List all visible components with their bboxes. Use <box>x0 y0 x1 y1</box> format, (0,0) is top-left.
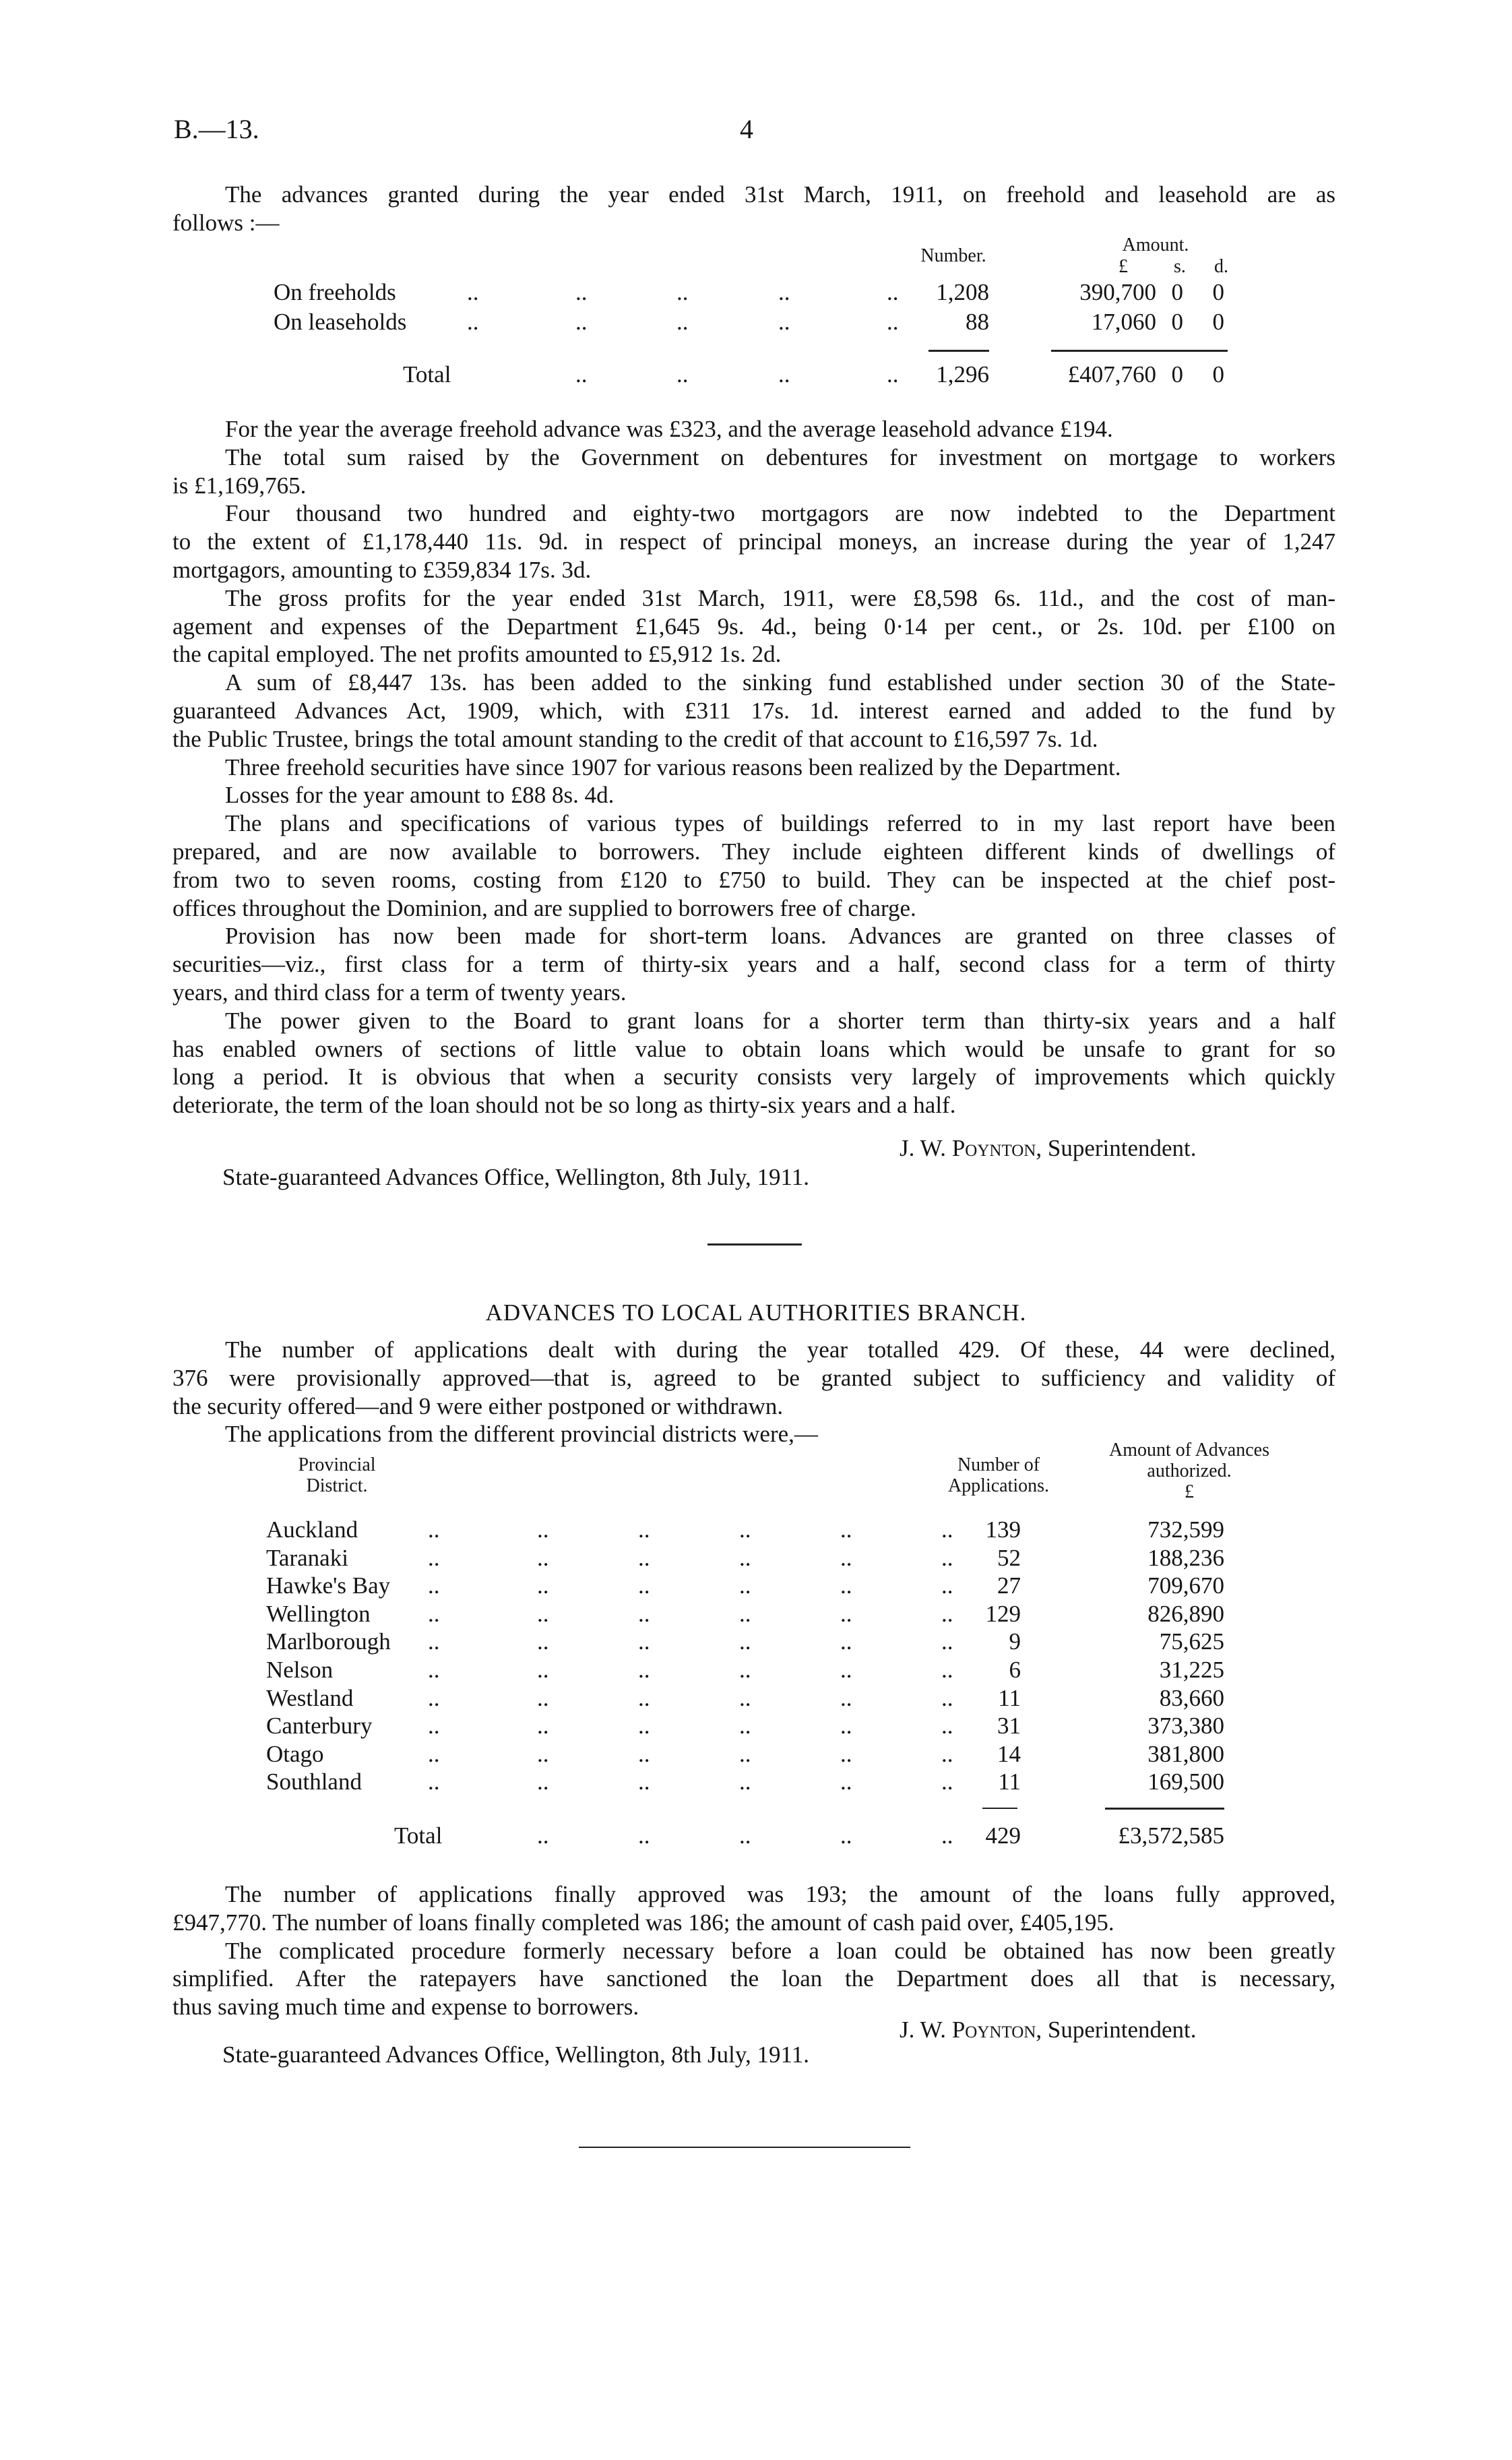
paragraph <box>172 443 1335 500</box>
district-name: Otago <box>266 1740 324 1767</box>
subtotal-rule <box>928 350 989 352</box>
leader-dots: .. <box>941 1600 953 1627</box>
leader-dots: .. <box>739 1657 751 1683</box>
paragraph <box>172 669 1335 753</box>
applications-cell: 31 <box>997 1713 1021 1740</box>
paragraph <box>172 499 1335 584</box>
leader-dots: .. <box>428 1544 440 1571</box>
district-header-line: Provincial <box>298 1454 376 1475</box>
paragraph-line: from two to seven rooms, costing from £120 to £750 to build. They can be inspected at the chief post- <box>172 866 1335 893</box>
leader-dots: .. <box>428 1600 440 1627</box>
signature-title: , Superintendent. <box>1036 1135 1197 1161</box>
section2-intro <box>172 1336 1335 1448</box>
leader-dots: .. <box>941 1713 953 1740</box>
amount-header-line: authorized. <box>1147 1460 1232 1481</box>
leader-dots: .. <box>638 1516 650 1543</box>
amount-cell: 83,660 <box>1159 1684 1224 1711</box>
leader-dots: .. <box>941 1822 953 1849</box>
office-dateline: State-guaranteed Advances Office, Wellington, 8th July, 1911. <box>222 1164 810 1190</box>
district-header-line: District. <box>306 1475 368 1496</box>
leader-dots: .. <box>638 1740 650 1767</box>
row-label: Total <box>394 1822 443 1849</box>
leader-dots: .. <box>739 1740 751 1767</box>
paragraph-line: Four thousand two hundred and eighty-two mortgagors are now indebted to the Department <box>225 500 1335 527</box>
leader-dots: .. <box>537 1713 549 1740</box>
section2-body <box>172 1880 1335 2021</box>
section1-body <box>172 415 1335 1119</box>
amount-cell: 188,236 <box>1147 1544 1224 1571</box>
leader-dots: .. <box>537 1516 549 1543</box>
leader-dots: .. <box>941 1657 953 1683</box>
report-reference: B.—13. <box>174 114 259 144</box>
shillings-cell: 0 <box>1171 279 1183 305</box>
district-name: Westland <box>266 1684 354 1711</box>
paragraph-line: The number of applications finally approved was 193; the amount of the loans fully approved, <box>225 1881 1335 1907</box>
leader-dots: .. <box>887 309 899 335</box>
pence-cell: 0 <box>1212 309 1224 335</box>
leader-dots: .. <box>537 1544 549 1571</box>
leader-dots: .. <box>840 1572 852 1599</box>
leader-dots: .. <box>537 1657 549 1683</box>
paragraph-line: is £1,169,765. <box>172 472 307 499</box>
district-name: Auckland <box>266 1516 358 1543</box>
signature-title: , Superintendent. <box>1036 2017 1197 2043</box>
paragraph-line: simplified. After the ratepayers have sanctioned the loan the Department does all that is necessary, <box>172 1965 1335 1992</box>
paragraph-line: Losses for the year amount to £88 8s. 4d. <box>225 782 615 809</box>
paragraph <box>172 809 1335 922</box>
paragraph-line: years, and third class for a term of twenty years. <box>172 979 627 1006</box>
district-header <box>270 1454 404 1496</box>
applications-cell: 6 <box>1009 1657 1021 1683</box>
paragraph <box>172 1007 1335 1119</box>
paragraph-line: thus saving much time and expense to borrowers. <box>172 1994 639 2021</box>
leader-dots: .. <box>739 1600 751 1627</box>
paragraph-line: The gross profits for the year ended 31st March, 1911, were £8,598 6s. 11d., and the cost of man- <box>225 584 1335 611</box>
amount-cell: 75,625 <box>1159 1628 1224 1655</box>
amount-cell: 381,800 <box>1147 1740 1224 1767</box>
section-divider <box>707 1243 802 1246</box>
pence-header: d. <box>1214 256 1228 277</box>
leader-dots: .. <box>778 309 790 335</box>
paragraph-line: securities—viz., first class for a term of thirty-six years and a half, second class for a term of thirty <box>172 951 1335 978</box>
amount-cell: 169,500 <box>1147 1769 1224 1795</box>
paragraph <box>172 1937 1335 2021</box>
paragraph-line: prepared, and are now available to borrowers. They include eighteen different kinds of dwellings of <box>172 838 1335 865</box>
applications-cell: 27 <box>997 1572 1021 1599</box>
leader-dots: .. <box>739 1572 751 1599</box>
leader-dots: .. <box>739 1713 751 1740</box>
leader-dots: .. <box>941 1684 953 1711</box>
pounds-header: £ <box>1119 256 1128 277</box>
leader-dots: .. <box>778 279 790 305</box>
paragraph-line: The advances granted during the year ended 31st March, 1911, on freehold and leasehold are as <box>225 181 1335 208</box>
page-number: 4 <box>740 114 753 144</box>
paragraph-line: long a period. It is obvious that when a security consists very largely of improvements which quickly <box>172 1064 1335 1090</box>
leader-dots: .. <box>638 1657 650 1683</box>
paragraph <box>172 1880 1335 1937</box>
leader-dots: .. <box>739 1544 751 1571</box>
amount-header: Amount. <box>1122 235 1189 255</box>
applications-cell: 129 <box>985 1600 1021 1627</box>
number-cell: 88 <box>966 309 989 335</box>
pounds-cell: 390,700 <box>1079 279 1156 305</box>
leader-dots: .. <box>638 1769 650 1795</box>
pence-cell: 0 <box>1212 361 1224 388</box>
leader-dots: .. <box>840 1713 852 1740</box>
number-header: Number. <box>920 245 986 266</box>
office-dateline: State-guaranteed Advances Office, Wellington, 8th July, 1911. <box>222 2041 810 2068</box>
leader-dots: .. <box>638 1544 650 1571</box>
leader-dots: .. <box>840 1628 852 1655</box>
subtotal-rule <box>1051 350 1228 352</box>
paragraph <box>172 754 1335 782</box>
leader-dots: .. <box>537 1684 549 1711</box>
paragraph-line: For the year the average freehold advance was £323, and the average leasehold advance £194. <box>225 416 1113 442</box>
leader-dots: .. <box>840 1516 852 1543</box>
leader-dots: .. <box>537 1769 549 1795</box>
leader-dots: .. <box>840 1544 852 1571</box>
leader-dots: .. <box>537 1600 549 1627</box>
row-label: Total <box>403 361 451 388</box>
shillings-cell: 0 <box>1171 361 1183 388</box>
leader-dots: .. <box>941 1740 953 1767</box>
leader-dots: .. <box>638 1628 650 1655</box>
subtotal-rule <box>982 1808 1017 1809</box>
district-name: Taranaki <box>266 1544 348 1571</box>
paragraph <box>172 415 1335 443</box>
leader-dots: .. <box>941 1572 953 1599</box>
paragraph-line: Three freehold securities have since 1907 for various reasons been realized by the Department. <box>225 754 1121 780</box>
leader-dots: .. <box>537 1572 549 1599</box>
pence-cell: 0 <box>1212 279 1224 305</box>
leader-dots: .. <box>887 279 899 305</box>
paragraph-line: Provision has now been made for short-term loans. Advances are granted on three classes of <box>225 923 1335 950</box>
amount-cell: 826,890 <box>1147 1600 1224 1627</box>
leader-dots: .. <box>428 1684 440 1711</box>
leader-dots: .. <box>638 1822 650 1849</box>
paragraph-line: deteriorate, the term of the loan should not be so long as thirty-six years and a half. <box>172 1092 956 1119</box>
signature <box>900 2017 1197 2043</box>
leader-dots: .. <box>428 1572 440 1599</box>
signature-name: Poynton <box>951 1135 1036 1161</box>
paragraph-line: follows :— <box>172 209 280 236</box>
leader-dots: .. <box>840 1769 852 1795</box>
amount-cell: £3,572,585 <box>1118 1822 1224 1849</box>
applications-cell: 429 <box>985 1822 1021 1849</box>
section1-intro <box>172 181 1335 237</box>
paragraph <box>172 1336 1335 1420</box>
paragraph-line: A sum of £8,447 13s. has been added to the sinking fund established under section 30 of the State- <box>225 669 1335 696</box>
leader-dots: .. <box>840 1600 852 1627</box>
amount-header-line: Amount of Advances <box>1109 1440 1269 1460</box>
leader-dots: .. <box>676 279 689 305</box>
paragraph-line: The plans and specifications of various types of buildings referred to in my last report have been <box>225 810 1335 837</box>
leader-dots: .. <box>638 1572 650 1599</box>
applications-cell: 139 <box>985 1516 1021 1543</box>
leader-dots: .. <box>537 1740 549 1767</box>
leader-dots: .. <box>840 1657 852 1683</box>
leader-dots: .. <box>428 1740 440 1767</box>
district-name: Marlborough <box>266 1628 391 1655</box>
amount-cell: 373,380 <box>1147 1713 1224 1740</box>
signature-initials: J. W. <box>900 2017 947 2043</box>
paragraph-line: The number of applications dealt with during the year totalled 429. Of these, 44 were declined, <box>225 1336 1335 1363</box>
district-name: Southland <box>266 1769 362 1795</box>
paragraph-line: the security offered—and 9 were either postponed or withdrawn. <box>172 1392 784 1419</box>
pounds-cell: £407,760 <box>1067 361 1156 388</box>
leader-dots: .. <box>739 1769 751 1795</box>
leader-dots: .. <box>739 1516 751 1543</box>
district-name: Nelson <box>266 1657 334 1683</box>
leader-dots: .. <box>941 1628 953 1655</box>
applications-header-line: Applications. <box>947 1475 1050 1496</box>
end-rule <box>579 2147 910 2148</box>
paragraph-line: the capital employed. The net profits amounted to £5,912 1s. 2d. <box>172 641 782 668</box>
amount-cell: 31,225 <box>1159 1657 1224 1683</box>
paragraph <box>172 584 1335 669</box>
leader-dots: .. <box>840 1740 852 1767</box>
leader-dots: .. <box>840 1822 852 1849</box>
paragraph <box>172 781 1335 809</box>
leader-dots: .. <box>676 309 689 335</box>
amount-cell: 732,599 <box>1147 1516 1224 1543</box>
leader-dots: .. <box>638 1713 650 1740</box>
leader-dots: .. <box>739 1628 751 1655</box>
leader-dots: .. <box>428 1713 440 1740</box>
applications-header-line: Number of <box>957 1454 1040 1475</box>
leader-dots: .. <box>537 1822 549 1849</box>
paragraph-line: The total sum raised by the Government on debentures for investment on mortgage to workers <box>225 443 1335 470</box>
paragraph-line: to the extent of £1,178,440 11s. 9d. in respect of principal moneys, an increase during the year of 1,247 <box>172 528 1335 555</box>
signature-name: Poynton <box>951 2017 1036 2043</box>
number-cell: 1,296 <box>936 361 989 388</box>
applications-cell: 52 <box>997 1544 1021 1571</box>
leader-dots: .. <box>537 1628 549 1655</box>
district-name: Canterbury <box>266 1713 373 1740</box>
leader-dots: .. <box>840 1684 852 1711</box>
applications-cell: 11 <box>998 1769 1021 1795</box>
amount-header <box>1092 1440 1287 1502</box>
leader-dots: .. <box>467 309 479 335</box>
applications-header <box>931 1454 1066 1496</box>
signature-initials: J. W. <box>900 1135 947 1161</box>
paragraph-line: guaranteed Advances Act, 1909, which, with £311 17s. 1d. interest earned and added to the fund by <box>172 697 1335 724</box>
section-heading: ADVANCES TO LOCAL AUTHORITIES BRANCH. <box>485 1299 1027 1326</box>
applications-cell: 9 <box>1009 1628 1021 1655</box>
amount-cell: 709,670 <box>1147 1572 1224 1599</box>
paragraph-line: The complicated procedure formerly necessary before a loan could be obtained has now been greatly <box>225 1937 1335 1964</box>
leader-dots: .. <box>739 1822 751 1849</box>
leader-dots: .. <box>467 279 479 305</box>
leader-dots: .. <box>676 361 689 388</box>
paragraph-line: mortgagors, amounting to £359,834 17s. 3d. <box>172 556 592 583</box>
paragraph <box>172 922 1335 1006</box>
paragraph <box>172 181 1335 237</box>
applications-cell: 11 <box>998 1684 1021 1711</box>
leader-dots: .. <box>428 1657 440 1683</box>
paragraph-line: The applications from the different provincial districts were,— <box>225 1421 818 1448</box>
leader-dots: .. <box>739 1684 751 1711</box>
leader-dots: .. <box>575 361 588 388</box>
district-name: Wellington <box>266 1600 371 1627</box>
leader-dots: .. <box>428 1628 440 1655</box>
paragraph-line: 376 were provisionally approved—that is, agreed to be granted subject to sufficiency and validity of <box>172 1364 1335 1391</box>
leader-dots: .. <box>941 1544 953 1571</box>
leader-dots: .. <box>575 309 588 335</box>
number-cell: 1,208 <box>936 279 989 305</box>
shillings-cell: 0 <box>1171 309 1183 335</box>
paragraph-line: agement and expenses of the Department £1,645 9s. 4d., being 0·14 per cent., or 2s. 10d. per £100 on <box>172 613 1335 640</box>
paragraph-line: £947,770. The number of loans finally completed was 186; the amount of cash paid over, £405,195. <box>172 1909 1114 1936</box>
pounds-cell: 17,060 <box>1091 309 1156 335</box>
leader-dots: .. <box>887 361 899 388</box>
amount-header-line: £ <box>1185 1481 1194 1502</box>
leader-dots: .. <box>428 1516 440 1543</box>
subtotal-rule <box>1105 1808 1224 1810</box>
signature <box>900 1135 1197 1162</box>
leader-dots: .. <box>638 1600 650 1627</box>
paragraph-line: The power given to the Board to grant loans for a shorter term than thirty-six years and a half <box>225 1007 1335 1034</box>
leader-dots: .. <box>428 1769 440 1795</box>
leader-dots: .. <box>778 361 790 388</box>
paragraph-line: has enabled owners of sections of little value to obtain loans which would be unsafe to grant for so <box>172 1035 1335 1062</box>
shillings-header: s. <box>1174 256 1186 277</box>
leader-dots: .. <box>638 1684 650 1711</box>
leader-dots: .. <box>575 279 588 305</box>
row-label: On freeholds <box>274 279 396 305</box>
leader-dots: .. <box>941 1516 953 1543</box>
paragraph-line: offices throughout the Dominion, and are supplied to borrowers free of charge. <box>172 894 916 921</box>
leader-dots: .. <box>941 1769 953 1795</box>
row-label: On leaseholds <box>274 309 407 335</box>
paragraph-line: the Public Trustee, brings the total amount standing to the credit of that account to £16,597 7s. 1d. <box>172 725 1098 752</box>
applications-cell: 14 <box>997 1740 1021 1767</box>
district-name: Hawke's Bay <box>266 1572 391 1599</box>
